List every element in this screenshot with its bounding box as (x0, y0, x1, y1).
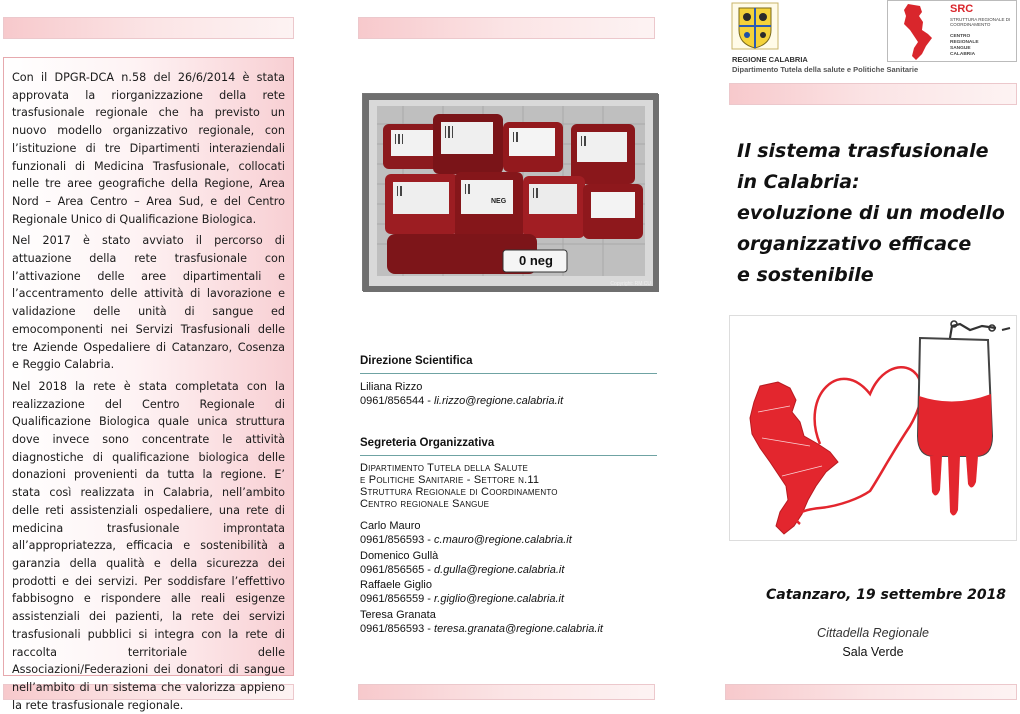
contact-phone-1: 0961/856593 - (360, 534, 435, 546)
direzione-heading: Direzione Scientifica (360, 355, 473, 367)
event-room: Sala Verde (842, 645, 904, 659)
contact-email-1[interactable]: c.mauro@regione.calabria.it (434, 534, 572, 546)
contact-phone-2: 0961/856565 - (360, 564, 435, 576)
contact-line-4 (360, 623, 603, 635)
segreteria-heading: Segreteria Organizzativa (360, 437, 495, 449)
contact-name-2: Domenico Gullà (360, 550, 439, 562)
blood-bag-tag: NEG (491, 198, 507, 205)
src-line-5: SANGUE (950, 46, 971, 51)
contact-line-2 (360, 564, 564, 576)
segreteria-rule (360, 455, 657, 456)
event-date: Catanzaro, 19 settembre 2018 (766, 587, 1007, 603)
intro-text-panel (3, 57, 294, 712)
intro-paragraph-3: Nel 2018 la rete è stata completata con la realizzazione del Centro Regionale di Qualificazione Biologica quale unica struttura dove invece sono concentrate le attività diagnostiche di qualificazione biologica delle donazioni provenienti da tutta la regione. E’ stata così realizzata in Calabria, nell’ambito delle reti assistenziali ospedaliere, una rete di medicina trasfusionale improntata all’appropriatezza, efficacia e sostenibilità a garanzia della qualità e della sicurezza dei prodotti e dei servizi. Per soddisfare l’effettivo fabbisogno e rispondere alle reali esigenze assistenziali dei pazienti, la rete dei servizi trasfusionali pubblici si integra con la rete di raccolta territoriale delle Associazioni/Federazioni dei donatori di sangue nell’ambito di un sistema che valorizza appieno la rete trasfusionale regionale. (12, 379, 285, 712)
top-bar-right (729, 83, 1017, 105)
direzione-phone: 0961/856544 - (360, 395, 435, 407)
title-line-5: e sostenibile (737, 264, 874, 286)
contact-phone-4: 0961/856593 - (360, 623, 435, 635)
title-line-3: evoluzione di un modello (737, 202, 1005, 224)
contact-line-3 (360, 593, 564, 605)
bottom-bar-middle (358, 684, 655, 700)
src-line-3: CENTRO (950, 34, 971, 39)
title-line-1: Il sistema trasfusionale (737, 140, 989, 162)
segreteria-org-line-1: Dipartimento Tutela della Salute (360, 462, 529, 474)
title-line-2: in Calabria: (737, 171, 860, 193)
top-bar-left (3, 17, 294, 39)
contact-line-1 (360, 534, 572, 546)
region-name: REGIONE CALABRIA (732, 55, 808, 64)
photo-credit: Copyright: RM CU (610, 281, 651, 287)
regione-calabria-logo (731, 2, 779, 50)
blood-bags-photo (362, 93, 658, 291)
segreteria-org-line-4: Centro regionale Sangue (360, 498, 490, 510)
src-line-4: REGIONALE (950, 40, 979, 45)
contact-name-1: Carlo Mauro (360, 520, 421, 532)
blood-bag-label: 0 neg (519, 253, 553, 268)
src-line-6: CALABRIA (950, 52, 976, 57)
intro-paragraph-1: Con il DPGR-DCA n.58 del 26/6/2014 è stata approvata la riorganizzazione della rete trasfusionale regionale che ha previsto un nuovo modello organizzativo regionale, con l’istituzione di tre Dipartimenti interaziendali funzionali di Medicina Trasfusionale, collocati nelle tre aree geografiche della Regione, Area Nord – Area Centro – Area Sud, e del Centro Regionale Unico di Qualificazione Biologica. (12, 71, 285, 226)
top-bar-middle (358, 17, 655, 39)
contact-phone-3: 0961/856559 - (360, 593, 435, 605)
direzione-contact (360, 395, 563, 407)
src-logo (887, 0, 1017, 62)
main-title (737, 136, 1017, 291)
contact-email-3[interactable]: r.giglio@regione.calabria.it (434, 593, 565, 605)
calabria-heart-blood-bag-illustration (729, 315, 1017, 541)
title-line-4: organizzativo efficace (737, 233, 972, 255)
direzione-email-link[interactable]: li.rizzo@regione.calabria.it (434, 395, 564, 407)
bottom-bar-right (725, 684, 1017, 700)
contact-email-2[interactable]: d.gulla@regione.calabria.it (434, 564, 565, 576)
direzione-rule (360, 373, 657, 374)
intro-paragraph-2: Nel 2017 è stato avviato il percorso di attuazione della rete trasfusionale con l’attivazione delle aree dipartimentali e l’accentramento delle attività di lavorazione e validazione delle unità di sangue ed emocomponenti nei Servizi Trasfusionali delle tre Aziende Ospedaliere di Catanzaro, Cosenza e Reggio Calabria. (12, 234, 285, 372)
contact-email-4[interactable]: teresa.granata@regione.calabria.it (434, 623, 603, 635)
segreteria-org-line-3: Struttura Regionale di Coordinamento (360, 486, 558, 498)
contact-name-4: Teresa Granata (360, 609, 436, 621)
src-line-2: COORDINAMENTO (950, 22, 991, 27)
src-line-1: STRUTTURA REGIONALE DI (950, 17, 1011, 22)
event-venue: Cittadella Regionale (817, 626, 929, 640)
src-abbr: SRC (950, 3, 974, 15)
department-name: Dipartimento Tutela della salute e Politiche Sanitarie (732, 65, 919, 74)
direzione-name: Liliana Rizzo (360, 381, 423, 393)
contact-name-3: Raffaele Giglio (360, 579, 432, 591)
segreteria-org-line-2: e Politiche Sanitarie - Settore n.11 (360, 474, 540, 486)
